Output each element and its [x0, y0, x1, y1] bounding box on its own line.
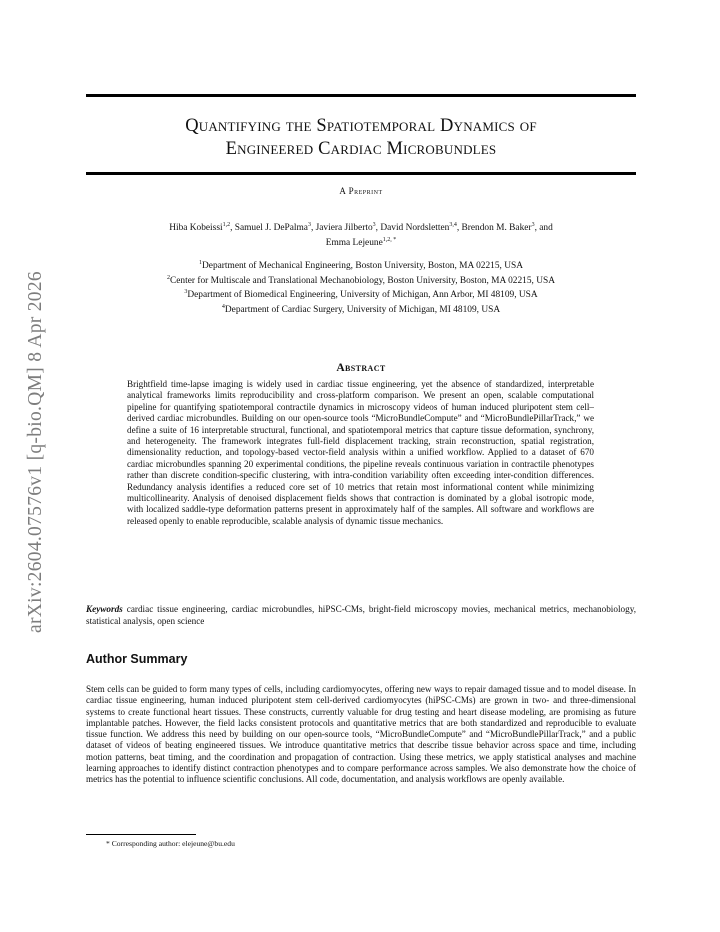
author-name: David Nordsletten [380, 223, 450, 234]
author-separator: , [375, 223, 381, 234]
title-top-rule [86, 94, 636, 97]
affiliation-line [86, 258, 636, 273]
abstract-heading: Abstract [336, 362, 386, 374]
author-affiliation-marker: 3 [531, 222, 535, 228]
corresponding-author-footnote: * Corresponding author: elejeune@bu.edu [106, 839, 235, 848]
footnote-rule [86, 834, 196, 835]
author-summary-heading: Author Summary [86, 652, 188, 666]
affiliation-text: Department of Cardiac Surgery, University of Michigan, MI 48109, USA [224, 305, 501, 316]
author-name: Emma Lejeune [325, 237, 383, 248]
arxiv-identifier-stamp: arXiv:2604.07576v1 [q-bio.QM] 8 Apr 2026 [25, 271, 46, 633]
affiliation-number: 3 [184, 289, 188, 296]
author-affiliation-marker: 1,2, * [382, 236, 397, 243]
author-affiliation-marker: 3,4 [449, 222, 457, 228]
keywords-text: cardiac tissue engineering, cardiac microbundles, hiPSC-CMs, bright-field microscopy movies, mechanical metrics, mechanobiology, statistical analysis, open science [86, 604, 636, 626]
affiliation-text: Department of Mechanical Engineering, Boston University, Boston, MA 02215, USA [202, 261, 523, 272]
affiliation-text: Center for Multiscale and Translational Mechanobiology, Boston University, Boston, MA 02215, USA [170, 275, 555, 286]
affiliation-text: Department of Biomedical Engineering, University of Michigan, Ann Arbor, MI 48109, USA [187, 290, 538, 301]
affiliation-number: 4 [221, 304, 225, 311]
author-affiliation-marker: 1,2 [222, 222, 231, 228]
title-line-2: Engineered Cardiac Microbundles [225, 139, 497, 159]
preprint-label: A Preprint [339, 186, 383, 196]
author-list [110, 220, 612, 249]
affiliation-line [86, 273, 636, 288]
affiliation-number: 2 [167, 274, 171, 281]
author-separator: , and [534, 223, 553, 234]
author-separator: , [456, 223, 462, 234]
author-affiliation-marker: 3 [307, 222, 311, 228]
author-name: Hiba Kobeissi [169, 223, 223, 234]
title-line-1: Quantifying the Spatiotemporal Dynamics of [185, 116, 537, 136]
title-bottom-rule [86, 172, 636, 175]
author-name: Javiera Jilberto [315, 223, 373, 234]
keywords-block [86, 604, 636, 627]
keywords-label: Keywords [86, 604, 123, 614]
affiliation-line [86, 302, 636, 317]
author-affiliation-marker: 3 [372, 222, 376, 228]
paper-title [86, 115, 636, 161]
author-separator: , [310, 223, 316, 234]
affiliation-line [86, 287, 636, 302]
author-separator: , [230, 223, 235, 234]
abstract-text: Brightfield time-lapse imaging is widely used in cardiac tissue engineering, yet the absence of standardized, interpretable analytical frameworks limits reproducibility and cross-platform comparison. We present an open, scalable computational pipeline for quantifying spatiotemporal contractile dynamics in microscopy videos of human induced pluripotent stem cell–derived cardiac microbundles. Building on our open-source tools “MicroBundleCompute” and “MicroBundlePillarTrack,” we define a suite of 16 interpretable structural, functional, and spatiotemporal metrics that capture tissue deformation, synchrony, and heterogeneity. The framework integrates full-field displacement tracking, strain reconstruction, spatial registration, dimensionality reduction, and topology-based vector-field analysis within a unified workflow. Applied to a dataset of 670 cardiac microbundles spanning 20 experimental conditions, the pipeline reveals continuous variation in contractile phenotypes rather than discrete condition-specific clustering, with intra-condition variability often exceeding inter-condition differences. Redundancy analysis identifies a reduced core set of 10 metrics that retain most informational content while minimizing multicollinearity. Analysis of denoised displacement fields shows that contraction is dominated by a global isotropic mode, with localized saddle-type deformation patterns present in approximately half of the samples. All software and workflows are released openly to enable reproducible, scalable analysis of dynamic tissue mechanics. [127, 379, 594, 526]
author-summary-text: Stem cells can be guided to form many types of cells, including cardiomyocytes, offering new ways to repair damaged tissue and to model disease. In cardiac tissue engineering, human induced pluripotent stem cell-derived cardiomyocytes (hiPSC-CMs) are grown in two- and three-dimensional systems to create functional heart tissues. These constructs, currently valuable for drug testing and heart disease modeling, are promising as future implantable patches. However, the field lacks consistent protocols and quantitative metrics that are both standardized and reproducible to evaluate tissue function. We address this need by building on our open-source tools, “MicroBundleCompute” and “MicroBundlePillarTrack,” and a public dataset of videos of beating engineered tissues. We introduce quantitative metrics that describe tissue behavior across space and time, including motion patterns, beat timing, and the coordination and propagation of contraction. Using these metrics, we apply statistical analyses and machine learning approaches to identify distinct contraction phenotypes and to compare performance across samples. We also demonstrate how the choice of metrics has the potential to influence scientific conclusions. All code, documentation, and analysis workflows are openly available. [86, 684, 636, 785]
affiliation-list [86, 258, 636, 317]
author-name: Brendon M. Baker [461, 223, 532, 234]
affiliation-number: 1 [199, 260, 203, 266]
author-name: Samuel J. DePalma [234, 223, 308, 234]
